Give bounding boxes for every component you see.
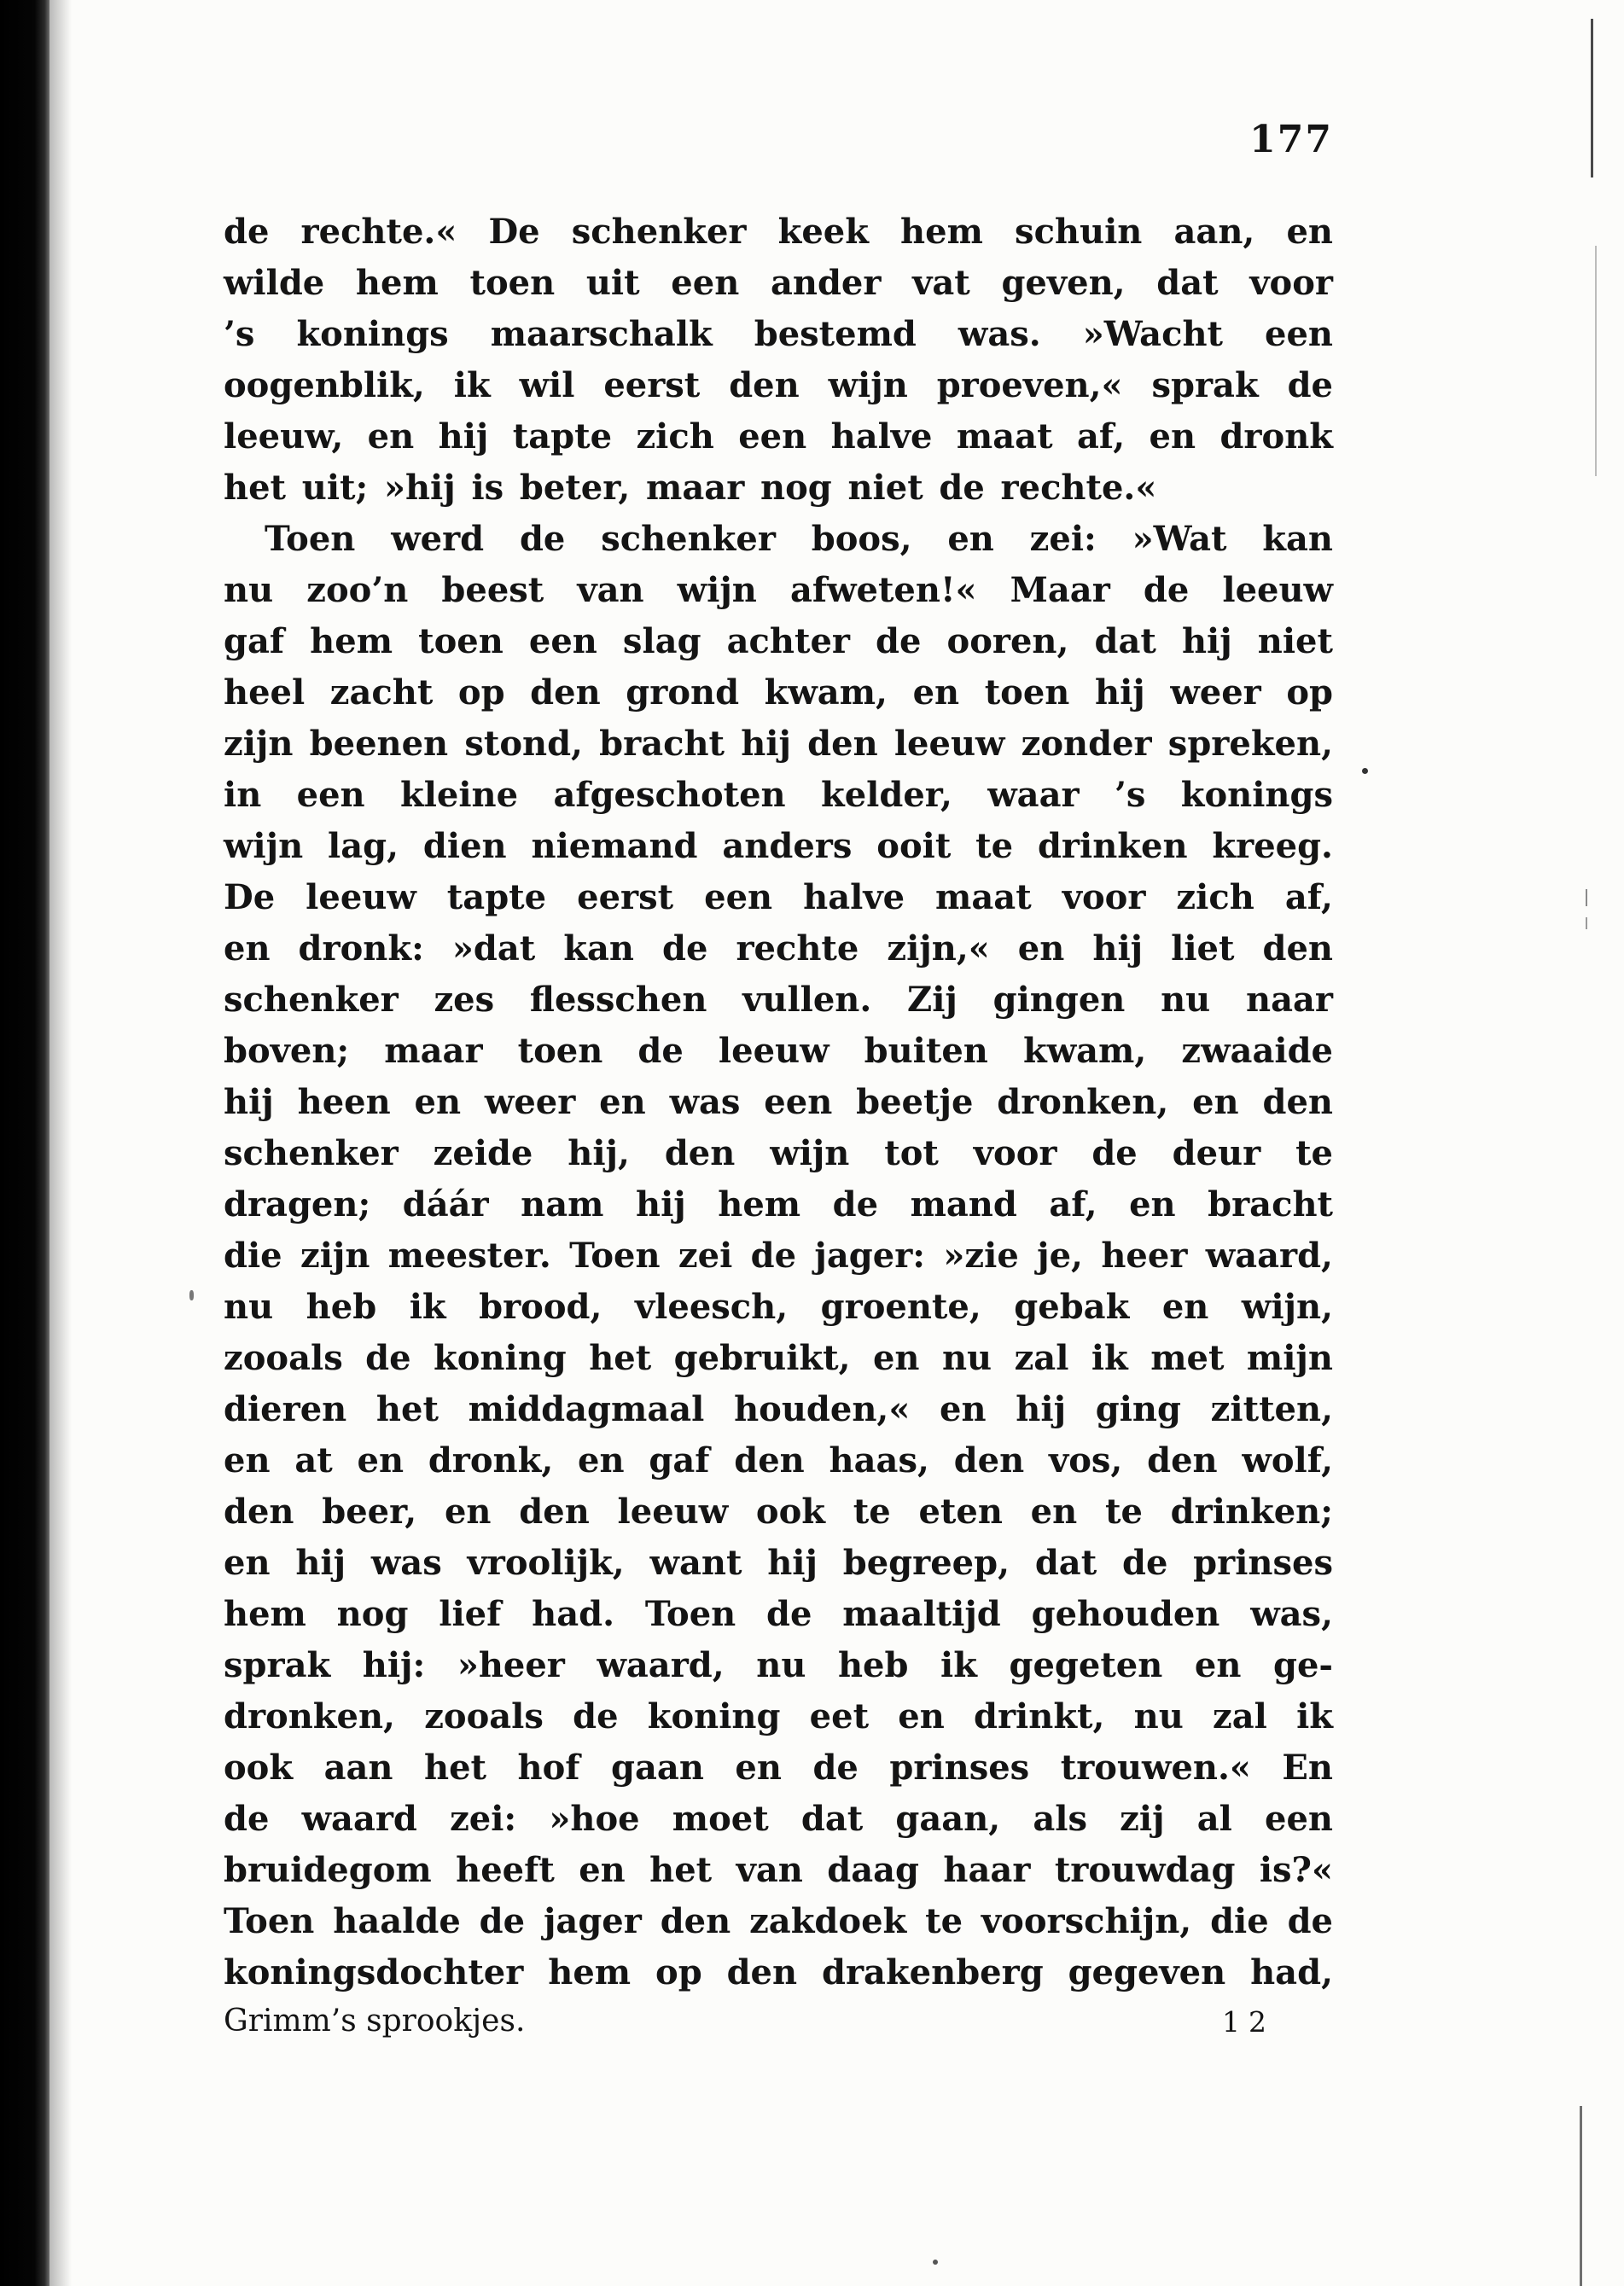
text-line: schenker zeide hij, den wijn tot voor de deur te: [224, 1133, 1333, 1173]
text-line: oogenblik, ik wil eerst den wijn proeven,« sprak de: [224, 365, 1333, 405]
scan-edge-line: [1586, 917, 1587, 929]
text-line: schenker zes flesschen vullen. Zij gingen nu naar: [224, 980, 1333, 1020]
text-line: nu heb ik brood, vleesch, groente, gebak en wijn,: [224, 1287, 1333, 1327]
text-line: zooals de koning het gebruikt, en nu zal ik met mijn: [224, 1338, 1333, 1378]
text-line: ook aan het hof gaan en de prinses trouwen.« En: [224, 1748, 1333, 1788]
scan-speck: [189, 1290, 194, 1300]
scan-edge-line: [1580, 2106, 1582, 2286]
body-text: [224, 206, 1333, 1998]
text-line: en hij was vroolijk, want hij begreep, dat de prinses: [224, 1543, 1333, 1583]
text-line: zijn beenen stond, bracht hij den leeuw zonder spreken,: [224, 724, 1333, 764]
scan-edge-line: [1591, 19, 1593, 177]
text-line: sprak hij: »heer waard, nu heb ik gegeten en ge-: [224, 1645, 1333, 1685]
text-line: dragen; dáár nam hij hem de mand af, en bracht: [224, 1184, 1333, 1224]
text-line: en dronk: »dat kan de rechte zijn,« en hij liet den: [224, 928, 1333, 968]
signature-mark: 12: [1222, 2005, 1275, 2039]
text-line: het uit; »hij is beter, maar nog niet de rechte.«: [224, 468, 1157, 508]
text-line: dronken, zooals de koning eet en drinkt, nu zal ik: [224, 1696, 1333, 1736]
text-line: leeuw, en hij tapte zich een halve maat af, en dronk: [224, 416, 1333, 457]
text-line: boven; maar toen de leeuw buiten kwam, zwaaide: [224, 1031, 1333, 1071]
text-line: dieren het middagmaal houden,« en hij ging zitten,: [224, 1389, 1333, 1429]
scan-speck: [1362, 768, 1368, 774]
text-line: hem nog lief had. Toen de maaltijd gehouden was,: [224, 1594, 1333, 1634]
text-line: hij heen en weer en was een beetje dronken, en den: [224, 1082, 1333, 1122]
text-line: koningsdochter hem op den drakenberg gegeven had,: [224, 1952, 1333, 1992]
binding-shadow: [49, 0, 72, 2286]
text-line: en at en dronk, en gaf den haas, den vos, den wolf,: [224, 1440, 1333, 1480]
text-line: Toen haalde de jager den zakdoek te voorschijn, die de: [224, 1901, 1333, 1941]
text-line: wijn lag, dien niemand anders ooit te drinken kreeg.: [224, 826, 1333, 866]
scan-edge-line: [1586, 889, 1587, 906]
text-line: in een kleine afgeschoten kelder, waar ’s konings: [224, 775, 1333, 815]
text-line: nu zoo’n beest van wijn afweten!« Maar de leeuw: [224, 570, 1333, 610]
text-line: bruidegom heeft en het van daag haar trouwdag is?«: [224, 1850, 1333, 1890]
text-line: den beer, en den leeuw ook te eten en te drinken;: [224, 1492, 1333, 1532]
page-footer: [224, 2004, 1333, 2045]
scan-edge-line: [1595, 246, 1597, 476]
text-line: De leeuw tapte eerst een halve maat voor zich af,: [224, 877, 1333, 917]
text-line: wilde hem toen uit een ander vat geven, dat voor: [224, 263, 1333, 303]
text-line: de rechte.« De schenker keek hem schuin aan, en: [224, 212, 1333, 252]
book-binding-bar: [0, 0, 49, 2286]
text-line: heel zacht op den grond kwam, en toen hij weer op: [224, 672, 1333, 713]
book-title-footer: Grimm’s sprookjes.: [224, 2004, 526, 2039]
text-line: de waard zei: »hoe moet dat gaan, als zij al een: [224, 1799, 1333, 1839]
text-line: ’s konings maarschalk bestemd was. »Wacht een: [224, 314, 1333, 354]
text-line: die zijn meester. Toen zei de jager: »zie je, heer waard,: [224, 1236, 1333, 1276]
text-line: Toen werd de schenker boos, en zei: »Wat kan: [265, 519, 1333, 559]
scan-speck: [933, 2260, 938, 2265]
page-number: 177: [1249, 118, 1333, 161]
text-line: gaf hem toen een slag achter de ooren, dat hij niet: [224, 621, 1333, 661]
